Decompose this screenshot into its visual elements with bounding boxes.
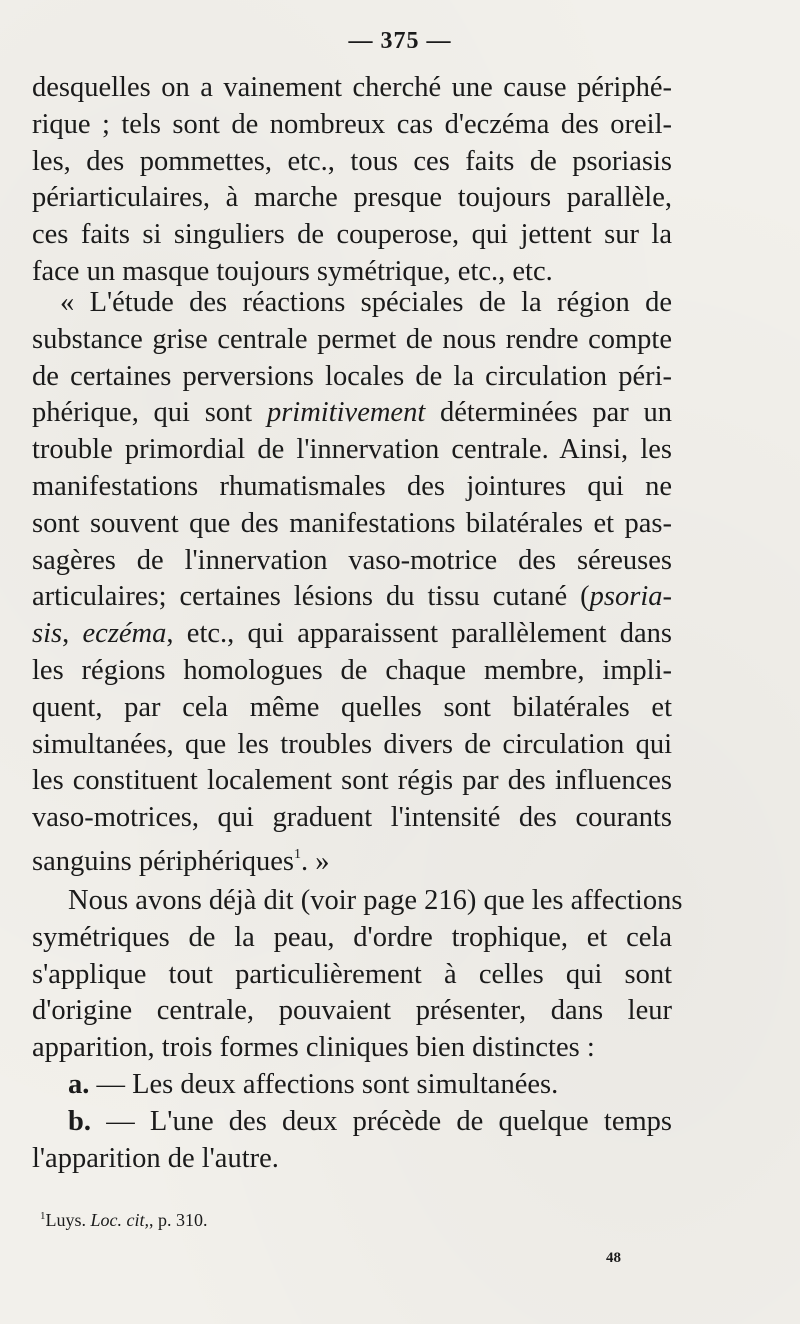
text-line: symétriques de la peau, d'ordre trophique, et cela: [32, 921, 672, 953]
text-fragment: déterminées par un: [425, 397, 673, 429]
list-item-b: [32, 1104, 672, 1141]
text-line: trouble primordial de l'innervation centrale. Ainsi, les: [32, 434, 672, 466]
text-line: périarticulaires, à marche presque toujours parallèle,: [32, 182, 672, 214]
text-line: quent, par cela même quelles sont bilatérales et: [32, 691, 672, 723]
text-line: [32, 616, 672, 653]
text-line: ces faits si singuliers de couperose, qui jettent sur la: [32, 219, 672, 251]
text-line: Nous avons déjà dit (voir page 216) que les affections: [68, 885, 683, 916]
footnote-marker: 1: [40, 1210, 46, 1222]
text-fragment: sanguins périphériques: [32, 845, 294, 877]
footnote: [40, 1210, 208, 1231]
page-number: — 375 —: [348, 28, 452, 54]
text-line: les, des pommettes, etc., tous ces faits de psoriasis: [32, 145, 672, 177]
emphasis-text: eczéma: [82, 618, 167, 650]
text-line: « L'étude des réactions spéciales de la région de: [60, 287, 672, 318]
text-line: s'applique tout particulièrement à celles qui sont: [32, 958, 672, 990]
list-text: — Les deux affections sont simultanées.: [89, 1068, 559, 1100]
text-line: de certaines perversions locales de la circulation péri-: [32, 360, 672, 392]
text-line: sagères de l'innervation vaso-motrice des séreuses: [32, 544, 672, 576]
printer-signature: 48: [606, 1250, 621, 1266]
paragraph-2-quote: [32, 285, 672, 881]
footnote-page: , p. 310.: [149, 1210, 208, 1230]
emphasis-text: primitivement: [266, 397, 426, 429]
text-line: simultanées, que les troubles divers de circulation qui: [32, 728, 672, 760]
list-text: — L'une des deux précède de quelque temps: [90, 1105, 672, 1137]
list-label: a.: [68, 1068, 90, 1100]
list-label: b.: [68, 1105, 91, 1137]
footnote-author: Luys.: [45, 1210, 86, 1230]
text-line: [32, 837, 672, 881]
emphasis-text: psoria-: [589, 581, 672, 613]
text-line: les régions homologues de chaque membre, impli-: [32, 654, 672, 686]
text-line: les constituent localement sont régis par des influences: [32, 765, 672, 797]
text-line: manifestations rhumatismales des jointures qui ne: [32, 470, 672, 502]
text-line: vaso-motrices, qui graduent l'intensité des courants: [32, 802, 672, 834]
text-fragment: phérique, qui sont: [32, 397, 267, 429]
text-line: l'apparition de l'autre.: [32, 1142, 279, 1174]
footnote-reference: Loc. cit,: [90, 1210, 149, 1230]
text-line: sont souvent que des manifestations bilatérales et pas-: [32, 507, 672, 539]
text-fragment: ,: [62, 618, 83, 650]
footnote-marker: 1: [293, 846, 301, 862]
list-item-a: [32, 1067, 672, 1104]
text-line: rique ; tels sont de nombreux cas d'eczéma des oreil-: [32, 108, 672, 140]
paragraph-3: [32, 883, 683, 1177]
text-fragment: , etc., qui apparaissent parallèlement dans: [166, 618, 672, 650]
text-fragment: . »: [300, 845, 330, 877]
paragraph-1: [32, 70, 672, 291]
text-line: apparition, trois formes cliniques bien distinctes :: [32, 1032, 595, 1064]
text-line: desquelles on a vainement cherché une cause périphé-: [32, 72, 672, 103]
text-line: face un masque toujours symétrique, etc., etc.: [32, 255, 553, 287]
text-line: [32, 579, 672, 616]
text-fragment: articulaires; certaines lésions du tissu cutané (: [32, 581, 590, 613]
text-line: d'origine centrale, pouvaient présenter, dans leur: [32, 995, 672, 1027]
text-line: substance grise centrale permet de nous rendre compte: [32, 323, 672, 355]
emphasis-text: sis: [32, 618, 63, 650]
text-line: [32, 395, 672, 432]
